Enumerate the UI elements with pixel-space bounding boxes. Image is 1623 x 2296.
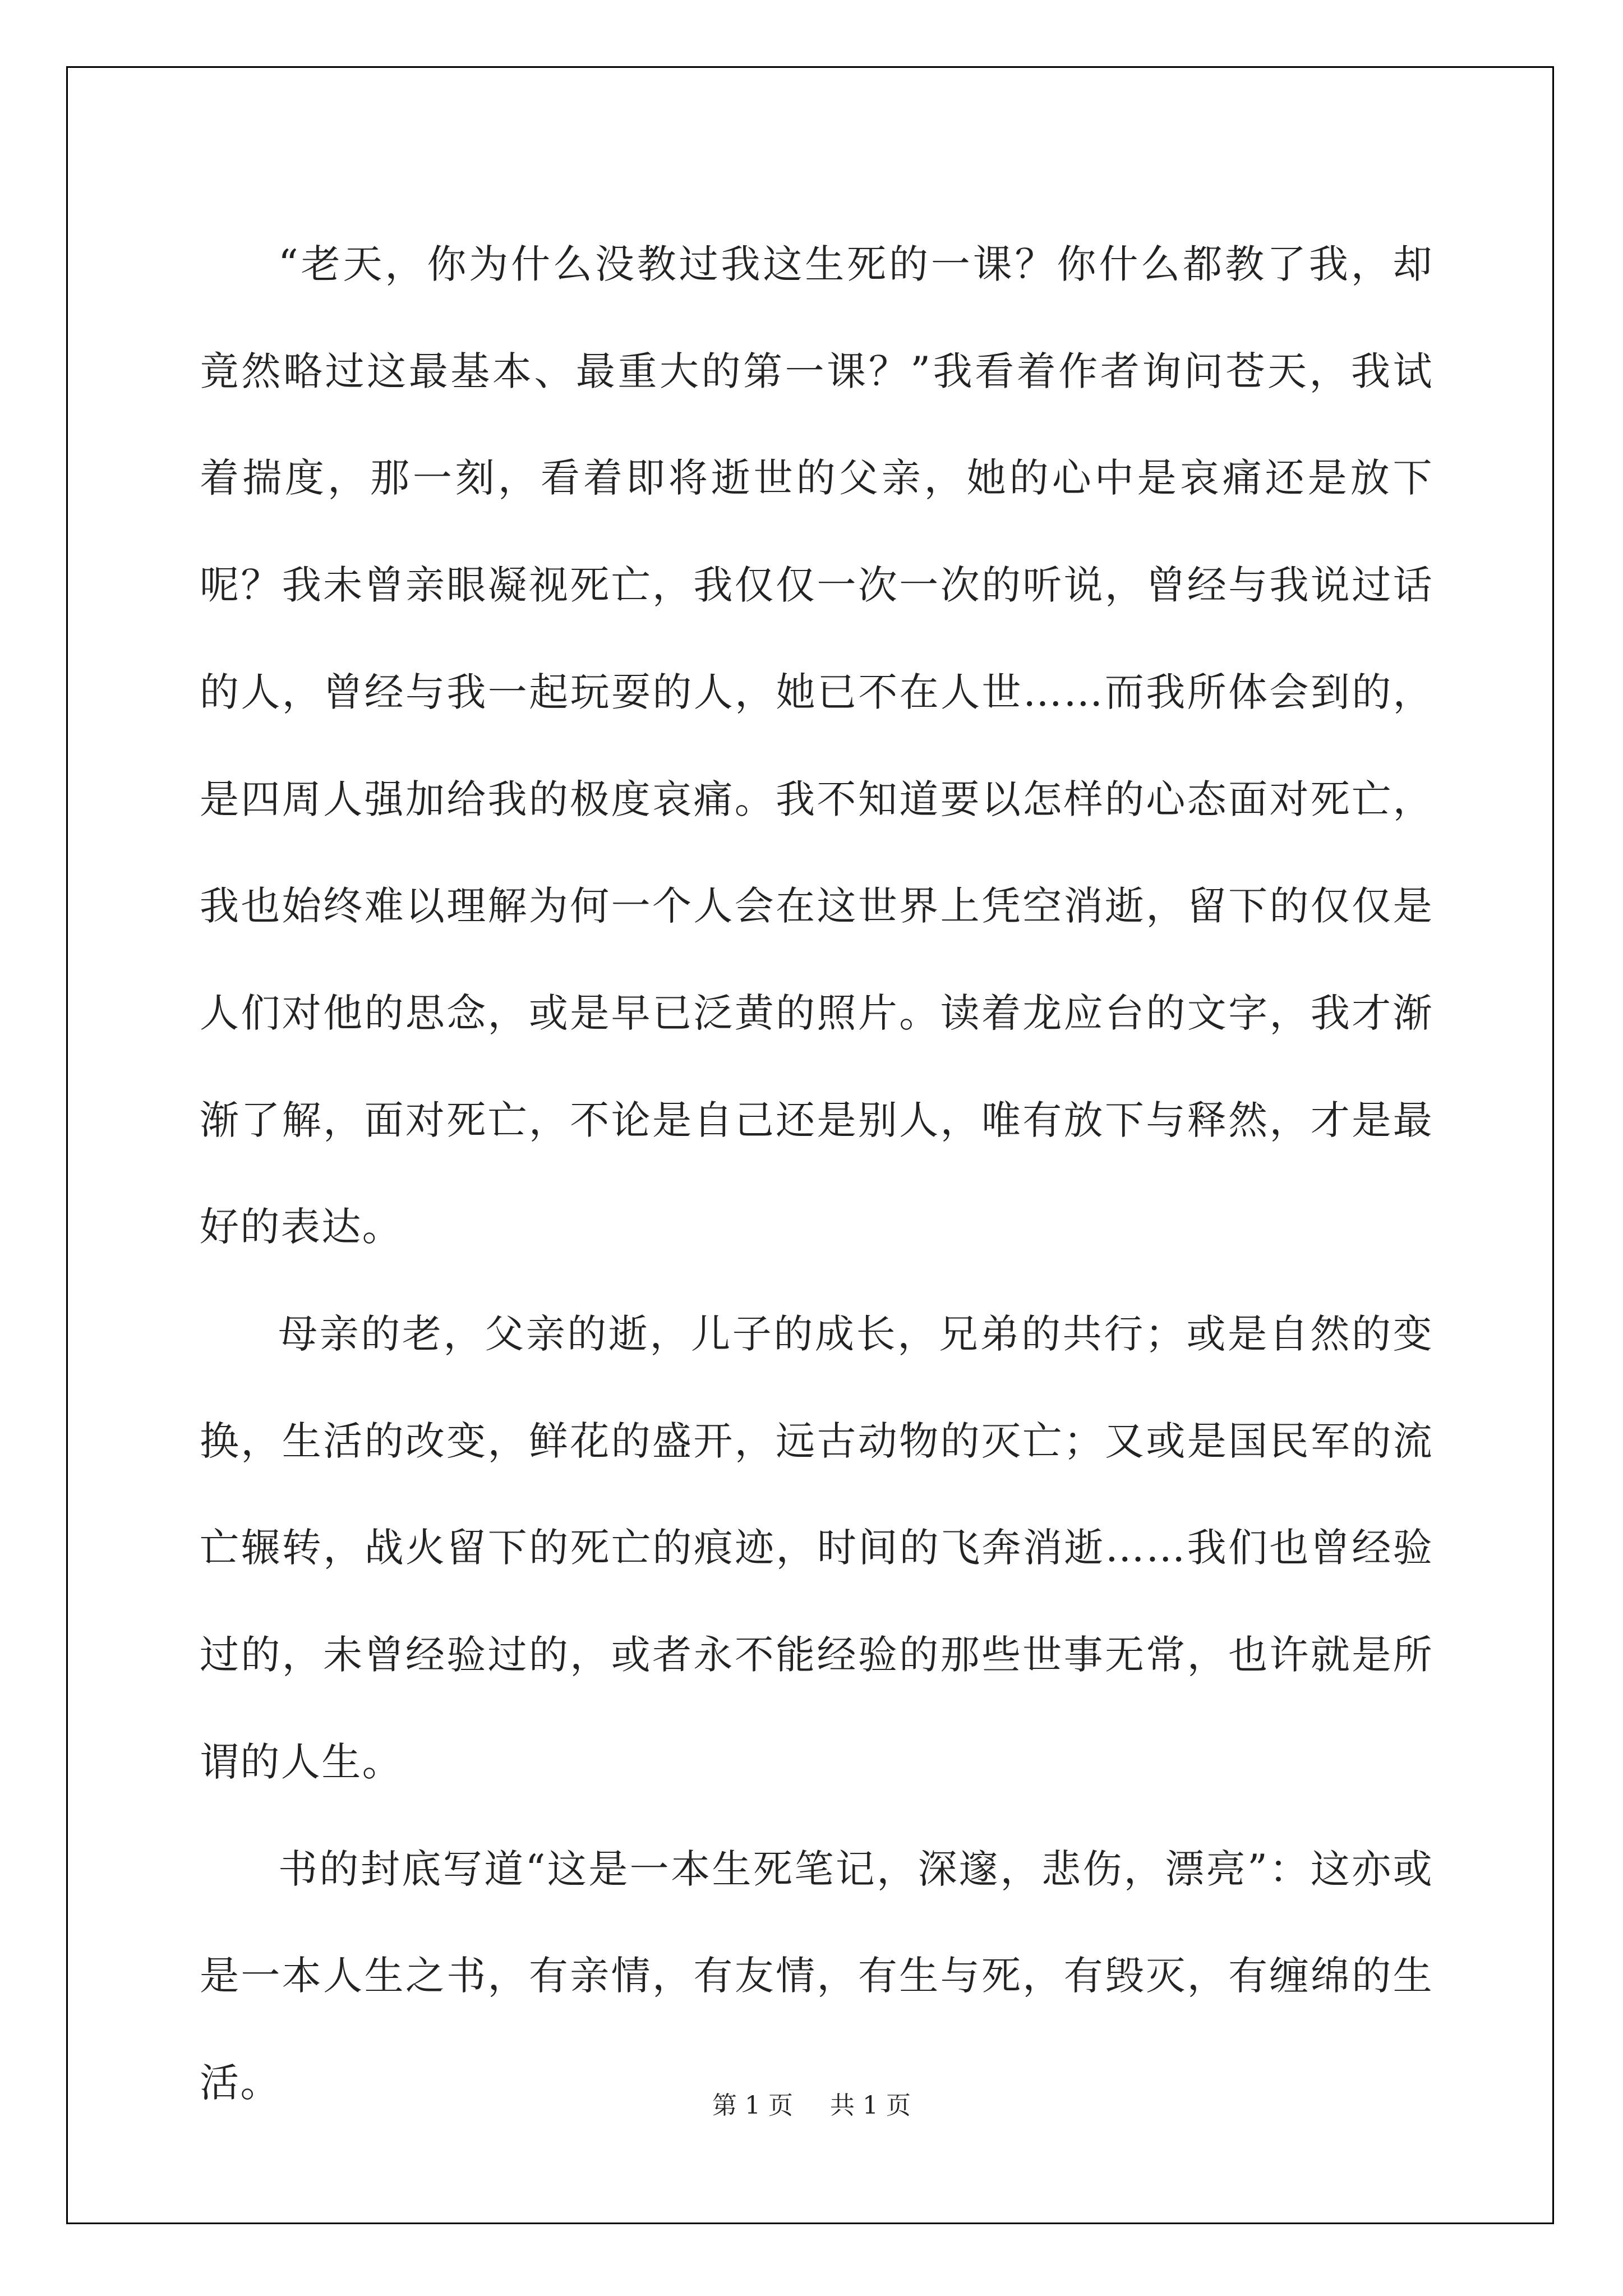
paragraph-2: 母亲的老，父亲的逝，儿子的成长，兄弟的共行；或是自然的变换，生活的改变，鲜花的盛开，远古动物的灭亡；又或是国民军的流亡辗转，战火留下的死亡的痕迹，时间的飞奔消逝……我们也曾经验过的，未曾经验过的，或者永不能经验的那些世事无常，也许就是所谓的人生。 bbox=[200, 1311, 1433, 1785]
paragraph-3: 书的封底写道“这是一本生死笔记，深邃，悲伤，漂亮”：这亦或是一本人生之书，有亲情，有友情，有生与死，有毁灭，有缠绵的生活。 bbox=[200, 1846, 1433, 2106]
document-body bbox=[200, 211, 1433, 2137]
page-number: 第 1 页 bbox=[712, 2091, 793, 2120]
paragraph-1: “老天，你为什么没教过我这生死的一课？你什么都教了我，却竟然略过这最基本、最重大的第一课？”我看着作者询问苍天，我试着揣度，那一刻，看着即将逝世的父亲，她的心中是哀痛还是放下呢？我未曾亲眼凝视死亡，我仅仅一次一次的听说，曾经与我说过话的人，曾经与我一起玩耍的人，她已不在人世……而我所体会到的，是四周人强加给我的极度哀痛。我不知道要以怎样的心态面对死亡，我也始终难以理解为何一个人会在这世界上凭空消逝，留下的仅仅是人们对他的思念，或是早已泛黄的照片。读着龙应台的文字，我才渐渐了解，面对死亡，不论是自己还是别人，唯有放下与释然，才是最好的表达。 bbox=[200, 241, 1433, 1250]
page-total: 共 1 页 bbox=[830, 2091, 911, 2120]
page-footer bbox=[0, 2089, 1623, 2123]
